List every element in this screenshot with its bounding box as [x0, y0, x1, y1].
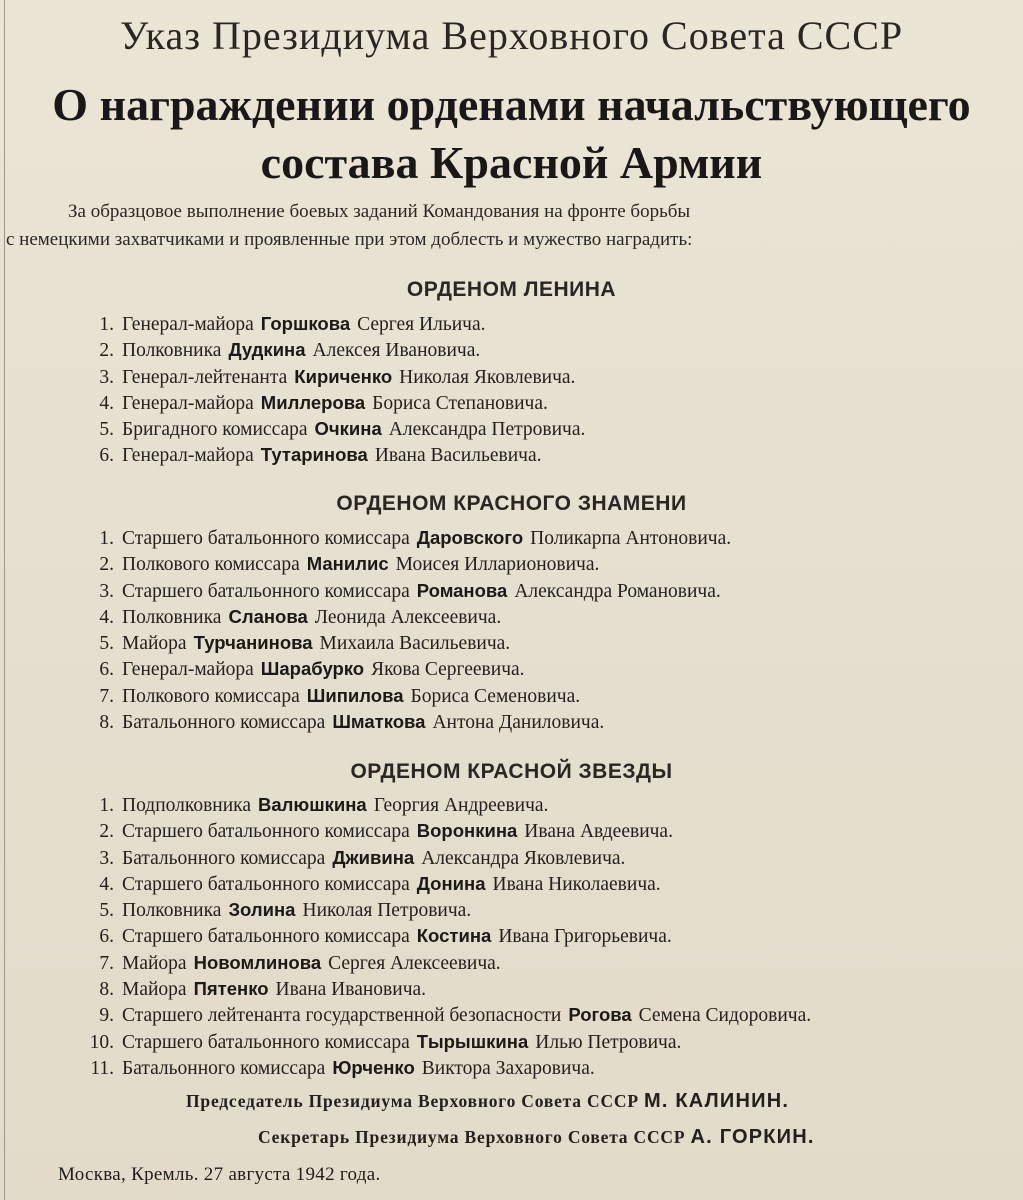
entry-number: 3.	[99, 580, 114, 602]
chairman-name: М. КАЛИНИН.	[644, 1090, 790, 1112]
entry-surname: Донина	[416, 872, 486, 894]
award-list-red-star	[78, 792, 1023, 1081]
entry-number: 1.	[99, 314, 114, 335]
entry-surname: Шматкова	[332, 711, 426, 733]
entry-name: Сергея Ильича.	[357, 314, 486, 335]
entry-rank: Майора	[122, 952, 187, 974]
entry-name: Ивана Васильевича.	[374, 445, 542, 467]
entry-name: Якова Сергеевича.	[371, 659, 525, 681]
entry-rank: Полкового комиссара	[122, 554, 300, 576]
award-entry	[78, 683, 1023, 709]
award-entry	[78, 845, 1023, 871]
entry-name: Моисея Илларионовича.	[395, 554, 600, 576]
entry-surname: Миллерова	[260, 391, 366, 413]
entry-number: 7.	[99, 685, 114, 707]
entry-surname: Тутаринова	[260, 444, 368, 466]
entry-number: 1.	[99, 528, 114, 549]
entry-surname: Турчанинова	[193, 632, 313, 654]
entry-name: Поликарпа Антоновича.	[530, 528, 732, 549]
award-entry	[78, 818, 1023, 844]
entry-rank: Майора	[122, 979, 187, 1001]
entry-surname: Тырышкина	[416, 1030, 529, 1052]
entry-number: 9.	[99, 1005, 114, 1027]
award-entry	[78, 442, 1023, 468]
award-entry	[78, 950, 1023, 976]
entry-surname: Романова	[416, 579, 508, 601]
entry-rank: Старшего батальонного комиссара	[122, 873, 410, 895]
entry-number: 5.	[99, 633, 114, 655]
award-entry	[78, 578, 1023, 604]
entry-rank: Полковника	[122, 606, 222, 628]
award-entry	[78, 416, 1023, 442]
entry-rank: Старшего батальонного комиссара	[122, 528, 410, 549]
award-entry	[78, 364, 1023, 390]
award-entry	[78, 630, 1023, 656]
entry-number: 10.	[89, 1031, 114, 1053]
entry-rank: Батальонного комиссара	[122, 712, 326, 734]
entry-number: 8.	[99, 712, 114, 734]
entry-number: 4.	[99, 873, 114, 895]
entry-name: Георгия Андреевича.	[373, 795, 549, 816]
entry-surname: Сланова	[228, 605, 308, 627]
decree-title: Указ Президиума Верховного Совета СССР	[119, 13, 904, 58]
entry-surname: Очкина	[314, 418, 382, 440]
award-entry	[78, 897, 1023, 923]
entry-name: Леонида Алексеевича.	[314, 606, 502, 628]
entry-name: Сергея Алексеевича.	[328, 952, 501, 974]
entry-surname: Валюшкина	[258, 794, 367, 815]
award-entry	[78, 923, 1023, 949]
award-entry	[78, 656, 1023, 682]
entry-surname: Рогова	[568, 1004, 632, 1026]
entry-number: 2.	[99, 821, 114, 843]
entry-surname: Кириченко	[294, 365, 393, 387]
entry-name: Виктора Захаровича.	[421, 1057, 595, 1079]
entry-number: 4.	[99, 392, 114, 414]
entry-name: Бориса Степановича.	[372, 392, 548, 414]
entry-surname: Даровского	[416, 527, 524, 548]
order-title-red-banner: ОРДЕНОМ КРАСНОГО ЗНАМЕНИ	[336, 492, 687, 515]
entry-name: Семена Сидоровича.	[638, 1005, 812, 1027]
award-entry	[78, 525, 1023, 551]
entry-name: Александра Романовича.	[514, 580, 721, 602]
entry-number: 7.	[99, 952, 114, 974]
entry-number: 6.	[99, 445, 114, 467]
entry-rank: Генерал-майора	[122, 659, 254, 681]
entry-number: 1.	[99, 795, 114, 816]
entry-rank: Старшего батальонного комиссара	[122, 926, 410, 948]
entry-number: 3.	[99, 847, 114, 869]
chairman-title: Председатель Президиума Верховного Совета СССР	[186, 1091, 639, 1111]
entry-rank: Старшего лейтенанта государственной безопасности	[122, 1005, 562, 1027]
award-entry	[78, 871, 1023, 897]
award-entry	[78, 390, 1023, 416]
entry-surname: Воронкина	[416, 820, 518, 842]
entry-rank: Старшего батальонного комиссара	[122, 1031, 410, 1053]
entry-rank: Старшего батальонного комиссара	[122, 821, 410, 843]
entry-number: 3.	[99, 366, 114, 388]
award-entry	[78, 976, 1023, 1002]
entry-rank: Полкового комиссара	[122, 685, 300, 707]
entry-number: 4.	[99, 606, 114, 628]
entry-rank: Бригадного комиссара	[122, 419, 308, 441]
entry-number: 5.	[99, 419, 114, 441]
intro-line-2: с немецкими захватчиками и проявленные при этом доблесть и мужество наградить:	[6, 229, 693, 250]
headline: О награждении орденами начальствующего состава Красной Армии	[52, 79, 971, 188]
entry-name: Ивана Ивановича.	[275, 979, 427, 1001]
entry-rank: Старшего батальонного комиссара	[122, 580, 410, 602]
entry-surname: Золина	[228, 899, 296, 921]
entry-surname: Пятенко	[193, 978, 269, 1000]
award-entry	[78, 337, 1023, 363]
intro-line-1: За образцовое выполнение боевых заданий Командования на фронте борьбы	[68, 201, 691, 222]
place-date: Москва, Кремль. 27 августа 1942 года.	[58, 1164, 381, 1185]
entry-name: Николая Петровича.	[302, 900, 472, 922]
entry-rank: Генерал-майора	[122, 314, 254, 335]
entry-name: Антона Даниловича.	[432, 712, 605, 734]
entry-name: Ивана Григорьевича.	[498, 926, 672, 948]
entry-rank: Подполковника	[122, 795, 251, 816]
secretary-signature	[258, 1126, 815, 1149]
secretary-title: Секретарь Президиума Верховного Совета СССР	[258, 1127, 686, 1147]
entry-surname: Новомлинова	[193, 951, 322, 973]
chairman-signature	[186, 1090, 789, 1113]
entry-surname: Дудкина	[228, 339, 306, 361]
entry-rank: Батальонного комиссара	[122, 847, 326, 869]
entry-rank: Полковника	[122, 900, 222, 922]
entry-name: Михаила Васильевича.	[319, 633, 511, 655]
award-list-red-banner	[78, 525, 1023, 735]
entry-number: 5.	[99, 900, 114, 922]
entry-name: Алексея Ивановича.	[312, 340, 481, 362]
entry-rank: Генерал-майора	[122, 392, 254, 414]
award-entry	[78, 1055, 1023, 1081]
award-entry	[78, 551, 1023, 577]
entry-surname: Юрченко	[332, 1056, 415, 1078]
entry-surname: Манилис	[306, 553, 389, 575]
entry-surname: Шипилова	[306, 684, 404, 706]
entry-name: Александра Яковлевича.	[421, 847, 626, 869]
entry-name: Ивана Николаевича.	[492, 873, 661, 895]
entry-number: 6.	[99, 659, 114, 681]
entry-rank: Генерал-майора	[122, 445, 254, 467]
award-entry	[78, 709, 1023, 735]
entry-rank: Батальонного комиссара	[122, 1057, 326, 1079]
entry-surname: Горшкова	[260, 313, 351, 334]
intro-paragraph	[0, 198, 1023, 254]
entry-name: Бориса Семеновича.	[410, 685, 581, 707]
secretary-name: А. ГОРКИН.	[690, 1126, 815, 1148]
entry-surname: Дживина	[332, 846, 415, 868]
entry-rank: Майора	[122, 633, 187, 655]
entry-surname: Костина	[416, 925, 492, 947]
award-entry	[78, 604, 1023, 630]
entry-number: 8.	[99, 979, 114, 1001]
order-title-lenin: ОРДЕНОМ ЛЕНИНА	[406, 278, 617, 301]
award-list-lenin	[78, 311, 1023, 469]
entry-number: 11.	[90, 1057, 114, 1079]
entry-number: 2.	[99, 340, 114, 362]
entry-rank: Генерал-лейтенанта	[122, 366, 288, 388]
entry-surname: Шарабурко	[260, 658, 365, 680]
award-entry	[78, 311, 1023, 337]
order-title-red-star: ОРДЕНОМ КРАСНОЙ ЗВЕЗДЫ	[350, 760, 673, 783]
entry-rank: Полковника	[122, 340, 222, 362]
award-entry	[78, 1002, 1023, 1028]
entry-number: 2.	[99, 554, 114, 576]
entry-name: Александра Петровича.	[388, 419, 586, 441]
award-entry	[78, 792, 1023, 818]
entry-name: Ивана Авдеевича.	[524, 821, 673, 843]
entry-number: 6.	[99, 926, 114, 948]
award-entry	[78, 1029, 1023, 1055]
entry-name: Илью Петровича.	[535, 1031, 682, 1053]
entry-name: Николая Яковлевича.	[399, 366, 576, 388]
